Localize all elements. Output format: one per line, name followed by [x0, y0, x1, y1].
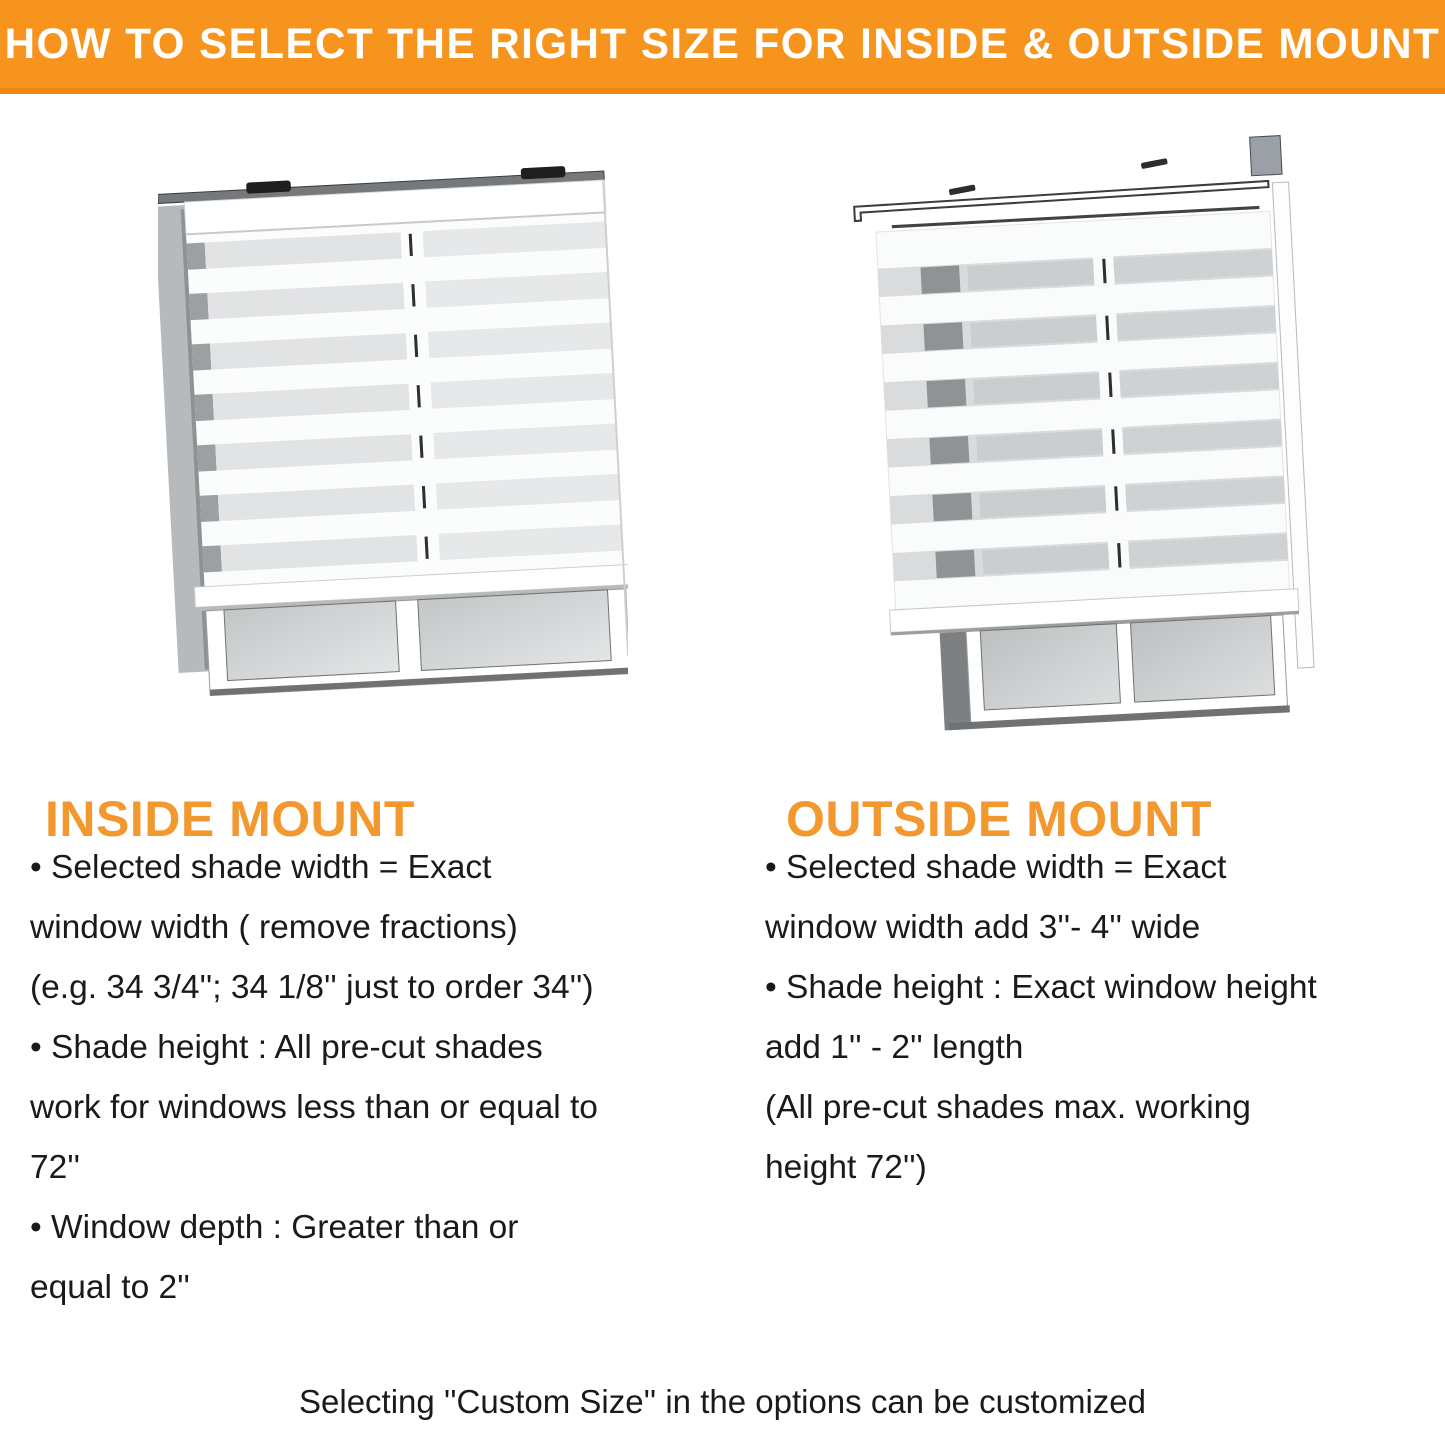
custom-size-note: Selecting ''Custom Size'' in the options can be customized — [299, 1383, 1146, 1420]
window-glass-left — [224, 601, 399, 681]
spec-line: • Selected shade width = Exact — [765, 849, 1227, 886]
window-glass-right — [418, 590, 611, 671]
outside-mount-specs — [765, 838, 1445, 1198]
outside-mount-figure — [850, 130, 1318, 740]
mounting-clip-icon — [246, 180, 291, 193]
mounting-clip-icon — [521, 166, 566, 179]
spec-line: (All pre-cut shades max. working — [765, 1089, 1251, 1126]
wall-screw-icon — [1141, 158, 1168, 169]
outside-mount-heading: OUTSIDE MOUNT — [786, 790, 1212, 847]
window-glass-left — [980, 624, 1120, 710]
inside-mount-figure — [158, 150, 628, 705]
spec-line: (e.g. 34 3/4''; 34 1/8'' just to order 34'') — [30, 969, 594, 1006]
spec-line: work for windows less than or equal to — [30, 1089, 598, 1126]
spec-line: add 1'' - 2'' length — [765, 1029, 1024, 1066]
spec-line: 72'' — [30, 1149, 81, 1186]
spec-line: window width ( remove fractions) — [30, 909, 518, 946]
mount-bracket-icon — [1250, 136, 1282, 176]
spec-line: • Shade height : Exact window height — [765, 969, 1317, 1006]
page-title: HOW TO SELECT THE RIGHT SIZE FOR INSIDE & OUTSIDE MOUNT — [4, 19, 1441, 68]
inside-mount-specs — [30, 838, 720, 1318]
window-glass-right — [1130, 616, 1274, 703]
header-banner — [0, 0, 1445, 94]
spec-line: height 72'') — [765, 1149, 927, 1186]
spec-line: equal to 2'' — [30, 1269, 190, 1306]
spec-line: • Window depth : Greater than or — [30, 1209, 519, 1246]
inside-window-group — [158, 163, 628, 697]
outside-mount-illustration — [850, 130, 1318, 740]
inside-mount-heading: INSIDE MOUNT — [45, 790, 415, 847]
spec-line: • Shade height : All pre-cut shades — [30, 1029, 543, 1066]
inside-mount-illustration — [158, 150, 628, 705]
wall-screw-icon — [949, 184, 976, 195]
spec-line: • Selected shade width = Exact — [30, 849, 492, 886]
outside-window-group — [852, 135, 1317, 733]
spec-line: window width add 3''- 4'' wide — [765, 909, 1201, 946]
